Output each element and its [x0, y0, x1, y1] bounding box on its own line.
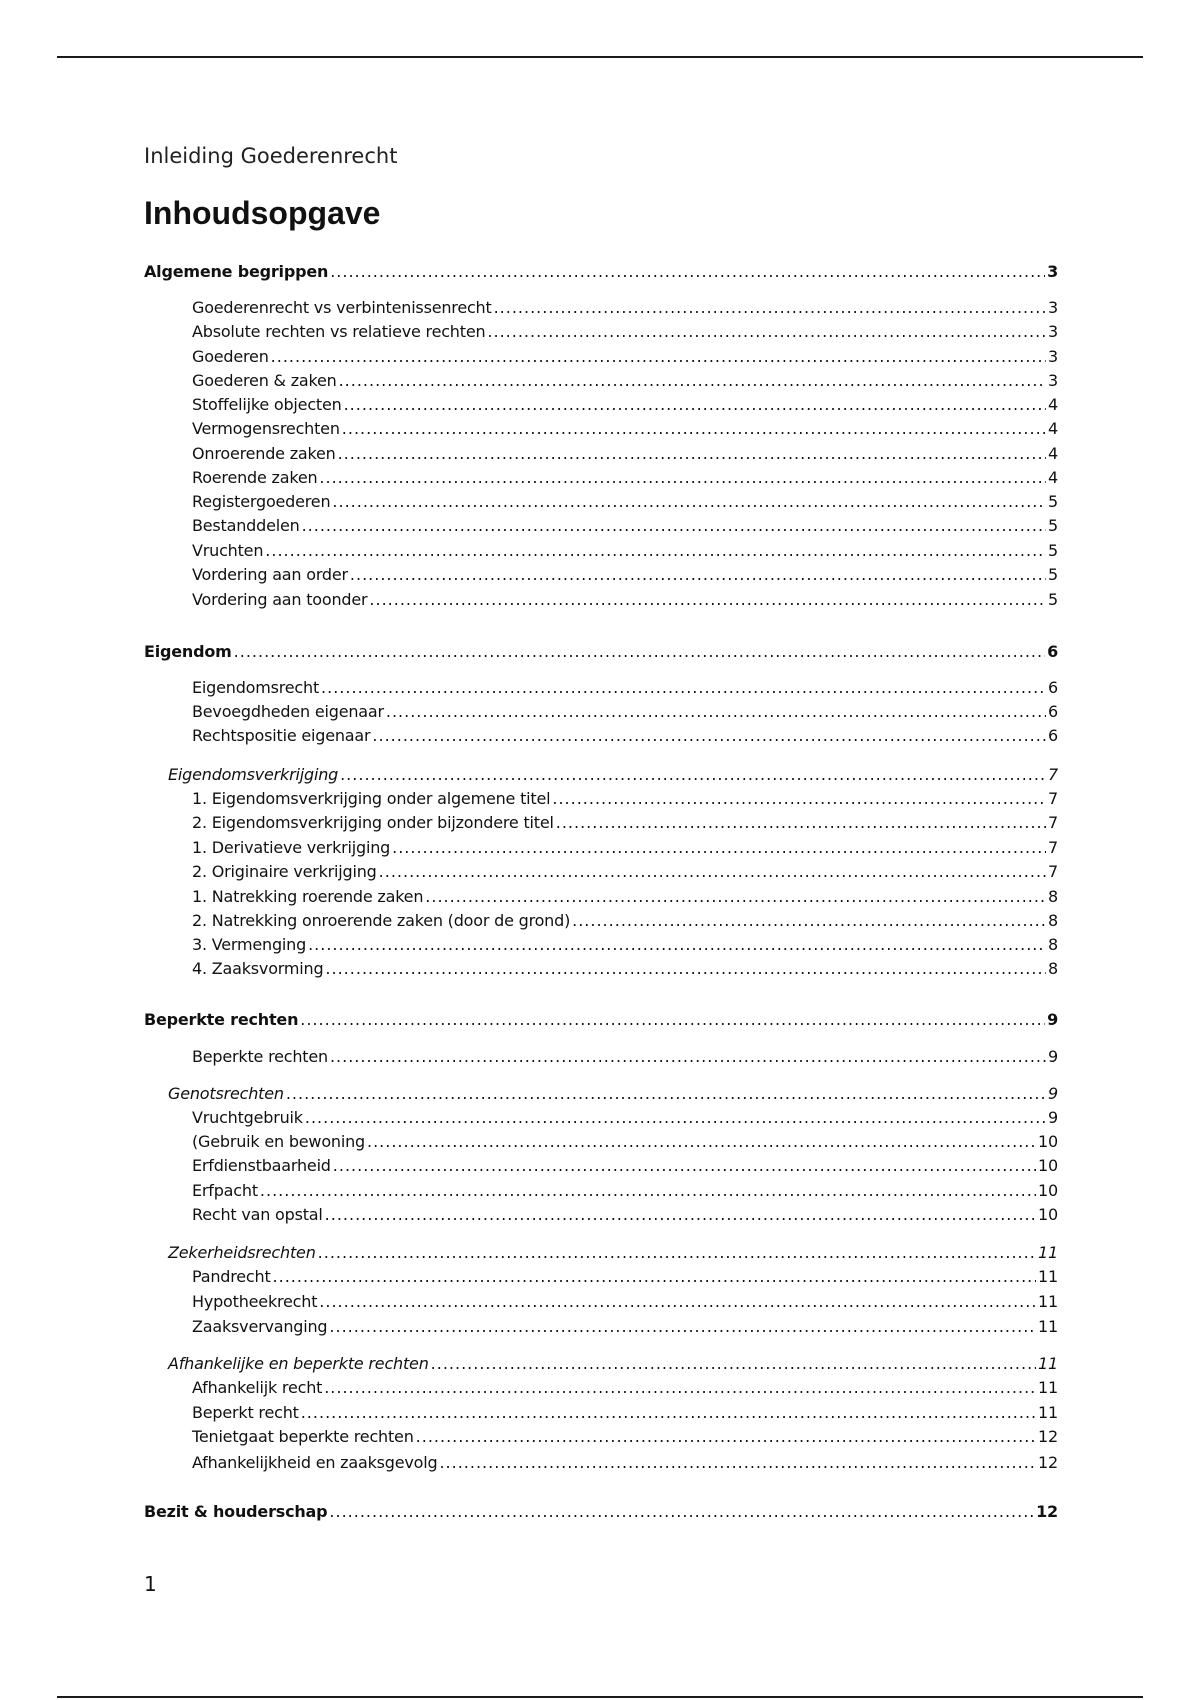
toc-entry-page: 11 [1038, 1354, 1058, 1373]
toc-entry-chapter[interactable] [144, 1009, 1058, 1031]
toc-entry[interactable] [144, 589, 1058, 611]
toc-leader [271, 346, 1046, 368]
toc-entry-page: 7 [1048, 862, 1058, 881]
toc-leader [308, 934, 1046, 956]
toc-entry-page: 11 [1038, 1378, 1058, 1397]
toc-leader [286, 1083, 1046, 1105]
toc-entry-page: 6 [1048, 726, 1058, 745]
toc-entry-page: 4 [1048, 468, 1058, 487]
toc-entry-section[interactable] [144, 1353, 1058, 1375]
toc-entry-page: 5 [1048, 565, 1058, 584]
toc-leader [439, 1452, 1036, 1474]
toc-entry[interactable] [144, 910, 1058, 932]
toc-entry-page: 7 [1048, 789, 1058, 808]
toc-entry-text: Zaaksvervanging [192, 1317, 328, 1336]
toc-entry-text: Genotsrechten [168, 1084, 284, 1103]
toc-entry-text: Vordering aan toonder [192, 590, 368, 609]
toc-leader [572, 910, 1046, 932]
toc-entry-text: (Gebruik en bewoning [192, 1132, 365, 1151]
toc-entry-text: Bezit & houderschap [144, 1502, 328, 1521]
toc-entry-text: 2. Originaire verkrijging [192, 862, 377, 881]
toc-entry-text: Algemene begrippen [144, 262, 329, 281]
toc-entry[interactable] [144, 540, 1058, 562]
toc-entry-text: Vermogensrechten [192, 419, 340, 438]
toc-entry-page: 3 [1048, 371, 1058, 390]
toc-leader [234, 641, 1045, 663]
toc-entry-text: Recht van opstal [192, 1205, 323, 1224]
toc-entry-text: Goederen [192, 347, 269, 366]
toc-leader [321, 677, 1046, 699]
toc-entry[interactable] [144, 491, 1058, 513]
toc-leader [319, 1291, 1036, 1313]
toc-entry[interactable] [144, 1107, 1058, 1129]
toc-leader [369, 589, 1046, 611]
toc-entry-text: 3. Vermenging [192, 935, 307, 954]
toc-leader [338, 443, 1046, 465]
toc-leader [431, 1353, 1036, 1375]
toc-entry[interactable] [144, 418, 1058, 440]
toc-entry-page: 7 [1048, 765, 1058, 784]
toc-entry-text: Eigendom [144, 642, 232, 661]
toc-entry-page: 5 [1048, 516, 1058, 535]
toc-entry-page: 9 [1047, 1010, 1058, 1029]
toc-leader [339, 370, 1046, 392]
toc-entry-text: Eigendomsrecht [192, 678, 320, 697]
toc-entry-page: 8 [1048, 935, 1058, 954]
toc-entry-text: Zekerheidsrechten [168, 1243, 316, 1262]
toc-entry[interactable] [144, 1180, 1058, 1202]
toc-entry-page: 10 [1038, 1205, 1058, 1224]
toc-entry-text: 2. Natrekking onroerende zaken (door de grond) [192, 911, 571, 930]
toc-entry[interactable] [144, 1452, 1058, 1474]
toc-leader [372, 725, 1046, 747]
toc-entry-text: Bevoegdheden eigenaar [192, 702, 384, 721]
toc-entry-text: 1. Derivatieve verkrijging [192, 838, 391, 857]
toc-entry-page: 4 [1048, 444, 1058, 463]
toc-entry-text: Roerende zaken [192, 468, 318, 487]
toc-entry-text: Bestanddelen [192, 516, 300, 535]
toc-leader [318, 1242, 1036, 1264]
toc-entry-page: 7 [1048, 813, 1058, 832]
page-number: 1 [144, 1572, 157, 1596]
toc-leader [324, 1377, 1036, 1399]
toc-entry-page: 3 [1048, 322, 1058, 341]
toc-leader [302, 515, 1046, 537]
toc-entry-page: 6 [1048, 702, 1058, 721]
toc-entry[interactable] [144, 1316, 1058, 1338]
toc-entry[interactable] [144, 837, 1058, 859]
toc-entry-text: Afhankelijkheid en zaaksgevolg [192, 1453, 438, 1472]
toc-entry-page: 6 [1047, 642, 1058, 661]
toc-entry-section[interactable] [144, 1242, 1058, 1264]
toc-entry-page: 4 [1048, 395, 1058, 414]
toc-entry-text: Beperkte rechten [144, 1010, 299, 1029]
toc-leader [325, 958, 1046, 980]
toc-entry-text: Vruchten [192, 541, 264, 560]
toc-entry-page: 9 [1048, 1047, 1058, 1066]
toc-leader [425, 886, 1046, 908]
toc-leader [305, 1107, 1046, 1129]
toc-entry-text: Afhankelijke en beperkte rechten [168, 1354, 429, 1373]
toc-entry-page: 10 [1038, 1156, 1058, 1175]
toc-entry-text: Tenietgaat beperkte rechten [192, 1427, 414, 1446]
toc-entry-text: Registergoederen [192, 492, 331, 511]
toc-entry-page: 5 [1048, 492, 1058, 511]
toc-leader [333, 1155, 1036, 1177]
toc-leader [552, 788, 1046, 810]
toc-entry-text: 1. Eigendomsverkrijging onder algemene titel [192, 789, 551, 808]
toc-leader [265, 540, 1046, 562]
toc-entry-page: 6 [1048, 678, 1058, 697]
toc-entry[interactable] [144, 443, 1058, 465]
toc-entry[interactable] [144, 1155, 1058, 1177]
toc-leader [386, 701, 1046, 723]
toc-entry-page: 7 [1048, 838, 1058, 857]
toc-entry-text: Beperkte rechten [192, 1047, 328, 1066]
toc-entry[interactable] [144, 394, 1058, 416]
toc-leader [260, 1180, 1036, 1202]
toc-entry-page: 8 [1048, 959, 1058, 978]
toc-leader [330, 1046, 1046, 1068]
toc-entry-text: Vruchtgebruik [192, 1108, 303, 1127]
toc-entry-page: 8 [1048, 911, 1058, 930]
toc-entry-text: Erfdienstbaarheid [192, 1156, 331, 1175]
toc-entry-page: 12 [1038, 1427, 1058, 1446]
toc-entry-page: 8 [1048, 887, 1058, 906]
toc-leader [340, 764, 1046, 786]
toc-entry-page: 9 [1048, 1108, 1058, 1127]
toc-entry-text: Onroerende zaken [192, 444, 336, 463]
toc-entry-page: 11 [1038, 1267, 1058, 1286]
toc-leader [319, 467, 1046, 489]
toc-entry[interactable] [144, 467, 1058, 489]
toc-entry-text: Afhankelijk recht [192, 1378, 323, 1397]
toc-entry-page: 3 [1048, 347, 1058, 366]
toc-entry-page: 11 [1038, 1403, 1058, 1422]
toc-entry[interactable] [144, 788, 1058, 810]
toc-entry[interactable] [144, 515, 1058, 537]
toc-entry[interactable] [144, 934, 1058, 956]
toc-entry[interactable] [144, 564, 1058, 586]
header-rule [57, 56, 1143, 58]
toc-leader [392, 837, 1046, 859]
toc-entry-chapter[interactable] [144, 1501, 1058, 1523]
toc-entry-page: 5 [1048, 590, 1058, 609]
toc-entry[interactable] [144, 1204, 1058, 1226]
toc-entry-chapter[interactable] [144, 261, 1058, 283]
toc-entry-page: 11 [1038, 1243, 1058, 1262]
toc-entry-page: 10 [1038, 1132, 1058, 1151]
toc-leader [367, 1131, 1036, 1153]
toc-entry-text: Erfpacht [192, 1181, 258, 1200]
toc-entry[interactable] [144, 321, 1058, 343]
toc-entry[interactable] [144, 861, 1058, 883]
toc-heading: Inhoudsopgave [144, 195, 381, 231]
toc-entry[interactable] [144, 701, 1058, 723]
toc-entry-section[interactable] [144, 764, 1058, 786]
toc-leader [301, 1402, 1036, 1424]
toc-entry[interactable] [144, 812, 1058, 834]
footer-rule [57, 1696, 1143, 1698]
toc-entry-page: 10 [1038, 1181, 1058, 1200]
toc-leader [329, 1316, 1036, 1338]
toc-entry-text: Absolute rechten vs relatieve rechten [192, 322, 486, 341]
toc-entry-page: 11 [1038, 1292, 1058, 1311]
toc-entry[interactable] [144, 346, 1058, 368]
toc-entry-text: 4. Zaaksvorming [192, 959, 324, 978]
toc-entry[interactable] [144, 1131, 1058, 1153]
toc-entry-text: Pandrecht [192, 1267, 271, 1286]
toc-entry-page: 11 [1038, 1317, 1058, 1336]
toc-entry-page: 3 [1047, 262, 1058, 281]
toc-entry[interactable] [144, 1377, 1058, 1399]
toc-leader [273, 1266, 1037, 1288]
toc-entry[interactable] [144, 677, 1058, 699]
toc-entry-text: 1. Natrekking roerende zaken [192, 887, 424, 906]
toc-leader [330, 261, 1045, 283]
document-title: Inleiding Goederenrecht [144, 144, 398, 168]
toc-entry-page: 3 [1048, 298, 1058, 317]
toc-entry[interactable] [144, 1402, 1058, 1424]
toc-entry-page: 4 [1048, 419, 1058, 438]
toc-entry-text: Eigendomsverkrijging [168, 765, 339, 784]
toc-entry-section[interactable] [144, 1083, 1058, 1105]
toc-leader [332, 491, 1046, 513]
toc-entry[interactable] [144, 1291, 1058, 1313]
toc-entry-page: 12 [1038, 1453, 1058, 1472]
toc-entry[interactable] [144, 297, 1058, 319]
toc-entry[interactable] [144, 370, 1058, 392]
toc-entry-text: Goederen & zaken [192, 371, 337, 390]
toc-entry-page: 5 [1048, 541, 1058, 560]
toc-entry-text: Goederenrecht vs verbintenissenrecht [192, 298, 492, 317]
toc-leader [350, 564, 1046, 586]
toc-leader [416, 1426, 1036, 1448]
toc-leader [325, 1204, 1036, 1226]
toc-entry-page: 9 [1048, 1084, 1058, 1103]
toc-leader [342, 418, 1046, 440]
toc-entry-text: Rechtspositie eigenaar [192, 726, 371, 745]
toc-entry[interactable] [144, 1266, 1058, 1288]
toc-leader [556, 812, 1046, 834]
toc-entry-text: Vordering aan order [192, 565, 348, 584]
toc-entry[interactable] [144, 1046, 1058, 1068]
toc-leader [329, 1501, 1034, 1523]
toc-entry[interactable] [144, 1426, 1058, 1448]
toc-entry-text: 2. Eigendomsverkrijging onder bijzondere titel [192, 813, 554, 832]
toc-entry[interactable] [144, 886, 1058, 908]
toc-entry-text: Stoffelijke objecten [192, 395, 342, 414]
toc-entry-text: Beperkt recht [192, 1403, 299, 1422]
toc-leader [487, 321, 1046, 343]
toc-leader [344, 394, 1046, 416]
toc-entry-text: Hypotheekrecht [192, 1292, 318, 1311]
toc-entry[interactable] [144, 725, 1058, 747]
toc-entry-chapter[interactable] [144, 641, 1058, 663]
toc-entry[interactable] [144, 958, 1058, 980]
toc-entry-page: 12 [1036, 1502, 1058, 1521]
toc-leader [494, 297, 1046, 319]
toc-leader [300, 1009, 1045, 1031]
toc-leader [379, 861, 1046, 883]
